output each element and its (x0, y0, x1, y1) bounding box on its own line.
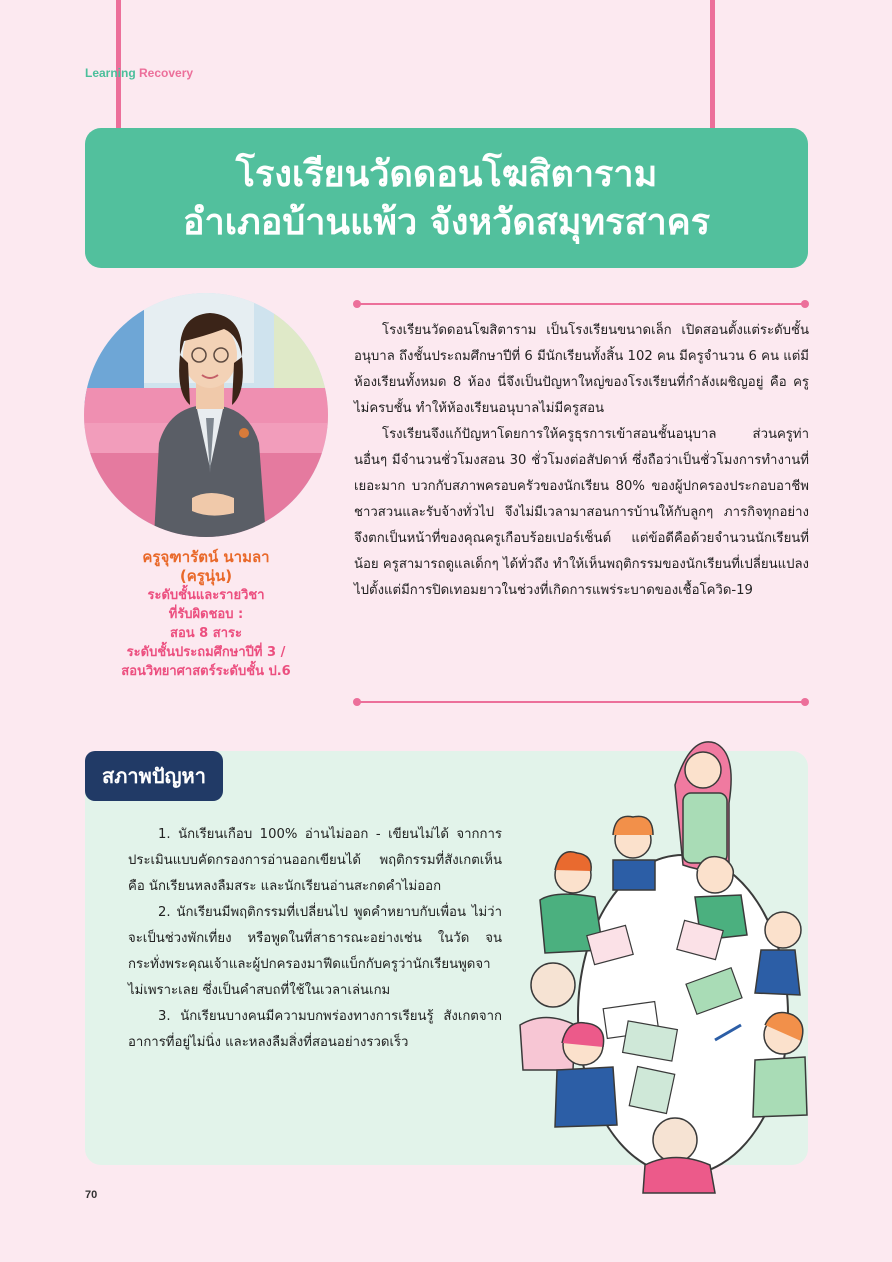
section-tag-recovery: Recovery (139, 66, 194, 80)
problem-item: 3. นักเรียนบางคนมีความบกพร่องทางการเรียนรู้ สังเกตจากอาการที่อยู่ไม่นิ่ง และหลงลืมสิ่งที่สอนอย่างรวดเร็ว (128, 1009, 502, 1050)
problem-item: 2. นักเรียนมีพฤติกรรมที่เปลี่ยนไป พูดคำหยาบกับเพื่อน ไม่ว่าจะเป็นช่วงพักเที่ยง หรือพูดในที่สาธารณะอย่างเช่น ในวัด จนกระทั่งพระคุณเจ้าและผู้ปกครองมาฟีดแบ็กกับครูว่านักเรียนพูดจาไม่เพราะเลย ซึ่งเป็นคำสบถที่ใช้ในเวลาเล่นเกม (128, 905, 502, 998)
decorative-line-right (710, 0, 715, 128)
teacher-name: ครูจุฑารัตน์ นามลา (142, 548, 270, 566)
teacher-caption (84, 548, 328, 681)
classroom-table-illustration (515, 725, 820, 1195)
problem-item: 1. นักเรียนเกือบ 100% อ่านไม่ออก - เขียนไม่ได้ จากการประเมินแบบคัดกรองการอ่านออกเขียนได้ พฤติกรรมที่สังเกตเห็นคือ นักเรียนหลงลืมสระ และนักเรียนอ่านสะกดคำไม่ออก (128, 827, 502, 894)
teacher-nickname: (ครูนุ่น) (179, 567, 233, 585)
teacher-role-line: สอน 8 สาระ (170, 626, 242, 641)
intro-paragraph: โรงเรียนวัดดอนโฆสิตาราม เป็นโรงเรียนขนาดเล็ก เปิดสอนตั้งแต่ระดับชั้นอนุบาล ถึงชั้นประถมศึกษาปีที่ 6 มีนักเรียนทั้งสิ้น 102 คน มีครูจำนวน 6 คน แต่มีห้องเรียนทั้งหมด 8 ห้อง นี่จึงเป็นปัญหาใหญ่ของโรงเรียนที่กำลังเผชิญอยู่ คือ ครูไม่ครบชั้น ทำให้ห้องเรียนอนุบาลไม่มีครูสอน (354, 323, 809, 416)
page-number: 70 (85, 1189, 98, 1201)
problems-heading: สภาพปัญหา (85, 751, 223, 801)
classroom-illustration (515, 725, 820, 1195)
teacher-portrait (84, 293, 328, 537)
teacher-role-line: ระดับชั้นและรายวิชา (147, 588, 265, 603)
intro-text (354, 318, 809, 604)
divider-bottom (357, 701, 805, 703)
teacher-role-line: ระดับชั้นประถมศึกษาปีที่ 3 / (126, 645, 286, 660)
page-title-school: โรงเรียนวัดดอนโฆสิตาราม (235, 154, 658, 195)
decorative-line-left (116, 0, 121, 128)
page-title-location: อำเภอบ้านแพ้ว จังหวัดสมุทรสาคร (182, 202, 711, 243)
teacher-role-line: ที่รับผิดชอบ : (168, 607, 244, 622)
section-tag-learning: Learning (85, 66, 136, 80)
intro-paragraph: โรงเรียนจึงแก้ปัญหาโดยการให้ครูธุรการเข้าสอนชั้นอนุบาล ส่วนครูท่านอื่นๆ มีจำนวนชั่วโมงสอน 30 ชั่วโมงต่อสัปดาห์ ซึ่งถือว่าเป็นชั่วโมงการทำงานที่เยอะมาก บวกกับสภาพครอบครัวของนักเรียน 80% ของผู้ปกครองประกอบอาชีพชาวสวนและรับจ้างทั่วไป จึงไม่มีเวลามาสอนการบ้านให้กับลูกๆ ภารกิจทุกอย่างจึงตกเป็นหน้าที่ของคุณครูเกือบร้อยเปอร์เซ็นต์ แต่ข้อดีคือด้วยจำนวนนักเรียนที่น้อย ครูสามารถดูแลเด็กๆ ได้ทั่วถึง ทำให้เห็นพฤติกรรมของนักเรียนที่เปลี่ยนแปลงไปตั้งแต่มีการปิดเทอมยาวในช่วงที่เกิดการแพร่ระบาดของเชื้อโควิด-19 (354, 427, 809, 598)
title-banner (85, 128, 808, 268)
teacher-portrait-image (84, 293, 328, 537)
teacher-role-line: สอนวิทยาศาสตร์ระดับชั้น ป.6 (121, 664, 291, 679)
problems-list (128, 822, 502, 1056)
section-tag (85, 66, 193, 80)
divider-top (357, 303, 805, 305)
